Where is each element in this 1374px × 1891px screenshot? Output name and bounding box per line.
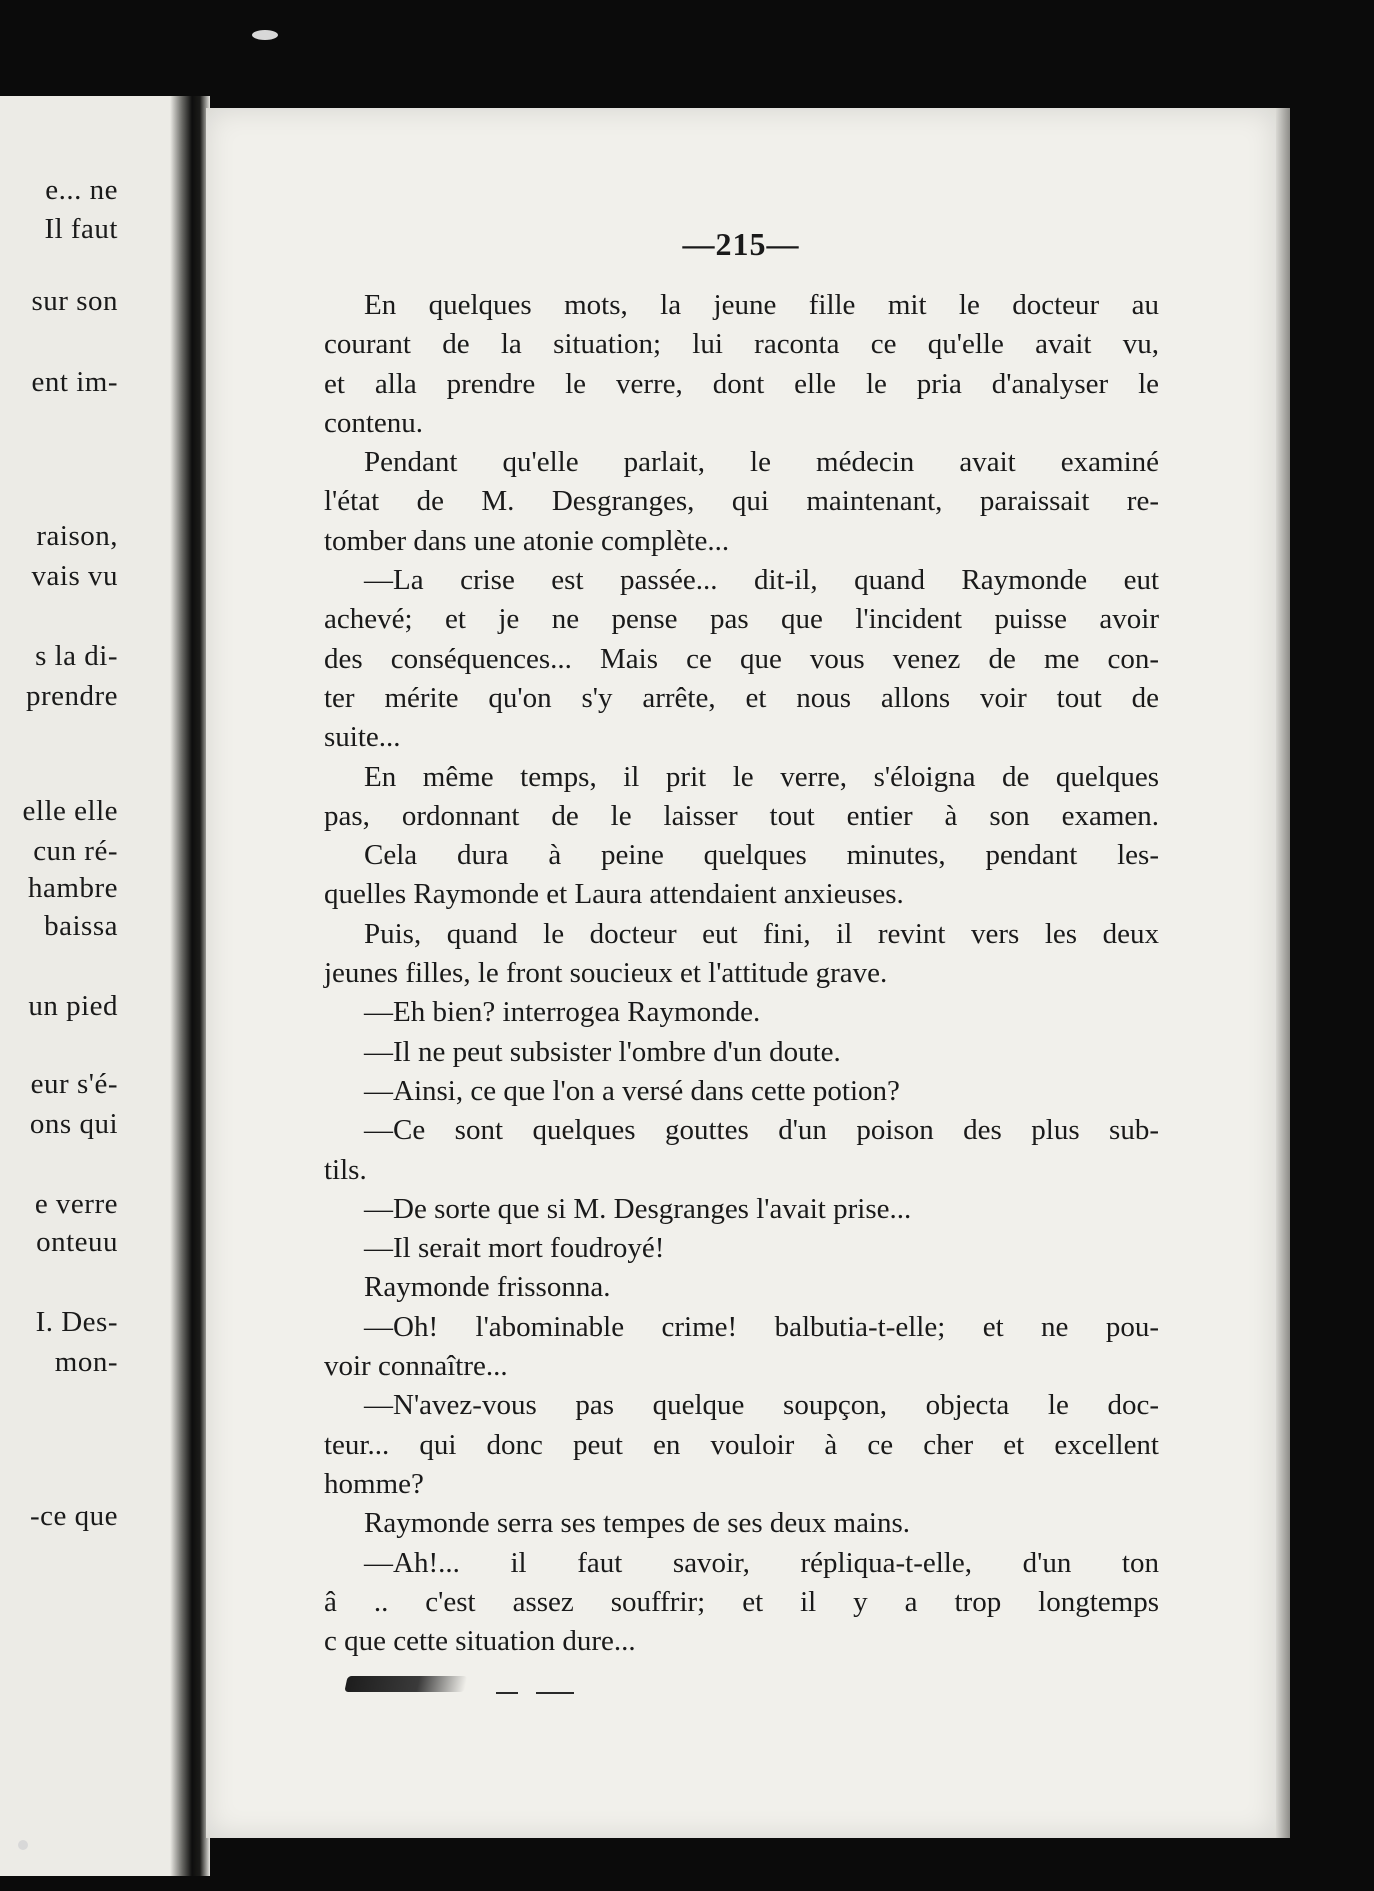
footer-dash <box>496 1692 518 1694</box>
text-line: —Il serait mort foudroyé! <box>364 1232 665 1265</box>
scan-speck <box>18 1840 28 1850</box>
book-page <box>206 108 1276 1838</box>
left-page-line: ent im- <box>31 366 118 398</box>
text-line: courant de la situation; lui raconta ce qu'elle avait vu, <box>324 328 1159 361</box>
text-line: En quelques mots, la jeune fille mit le docteur au <box>364 289 1159 321</box>
left-page-line: e... ne <box>45 174 118 206</box>
text-line: â .. c'est assez souffrir; et il y a trop longtemps <box>324 1585 1159 1618</box>
text-line: —N'avez-vous pas quelque soupçon, objecta le doc- <box>364 1389 1159 1422</box>
text-line: tils. <box>324 1153 367 1186</box>
page-gutter <box>170 96 210 1876</box>
left-page-line: eur s'é- <box>30 1068 118 1100</box>
left-page-line: onteuu <box>36 1226 118 1258</box>
text-line: l'état de M. Desgranges, qui maintenant, paraissait re- <box>324 485 1159 518</box>
text-line: —Il ne peut subsister l'ombre d'un doute. <box>364 1035 841 1068</box>
text-line: —La crise est passée... dit-il, quand Raymonde eut <box>364 564 1159 597</box>
left-page-line: raison, <box>36 520 118 552</box>
text-line: —De sorte que si M. Desgranges l'avait prise... <box>364 1192 912 1225</box>
text-line: homme? <box>324 1467 424 1500</box>
text-line: des conséquences... Mais ce que vous venez de me con- <box>324 642 1159 675</box>
left-page-line: elle elle <box>22 795 118 827</box>
text-line: suite... <box>324 721 401 754</box>
left-page-line: -ce que <box>29 1500 118 1532</box>
left-page-line: s la di- <box>35 640 118 672</box>
text-line: achevé; et je ne pense pas que l'incident puisse avoir <box>324 603 1159 636</box>
left-page-line: hambre <box>28 872 118 904</box>
text-line: Raymonde serra ses tempes de ses deux mains. <box>364 1507 911 1540</box>
text-line: pas, ordonnant de le laisser tout entier à son examen. <box>324 799 1159 832</box>
text-line: et alla prendre le verre, dont elle le pria d'analyser le <box>324 367 1159 400</box>
left-page-line: ons qui <box>29 1108 118 1140</box>
text-line: —Ce sont quelques gouttes d'un poison des plus sub- <box>364 1114 1159 1147</box>
text-line: ter mérite qu'on s'y arrête, et nous allons voir tout de <box>324 681 1159 714</box>
text-line: Raymonde frissonna. <box>364 1271 611 1304</box>
text-line: —Eh bien? interrogea Raymonde. <box>364 996 761 1029</box>
page-edge-shadow <box>1276 108 1290 1838</box>
left-page-line: prendre <box>25 680 118 712</box>
left-page-line: cun ré- <box>33 835 118 867</box>
text-line: jeunes filles, le front soucieux et l'attitude grave. <box>324 957 888 990</box>
left-page-line: I. Des- <box>35 1306 118 1338</box>
text-line: En même temps, il prit le verre, s'éloigna de quelques <box>364 760 1159 793</box>
text-line: Puis, quand le docteur eut fini, il revint vers les deux <box>364 917 1159 950</box>
text-line: teur... qui donc peut en vouloir à ce cher et excellent <box>324 1428 1159 1461</box>
left-page-line: e verre <box>34 1188 118 1220</box>
text-line: Pendant qu'elle parlait, le médecin avait examiné <box>364 446 1159 479</box>
text-line: Cela dura à peine quelques minutes, pendant les- <box>364 839 1159 872</box>
left-page-line: un pied <box>28 990 118 1022</box>
text-line: —Oh! l'abominable crime! balbutia-t-elle; et ne pou- <box>364 1310 1159 1343</box>
page-number: —215— <box>682 226 800 262</box>
text-line: tomber dans une atonie complète... <box>324 524 730 557</box>
text-line: c que cette situation dure... <box>324 1625 636 1658</box>
text-line: —Ah!... il faut savoir, répliqua-t-elle, d'un ton <box>364 1546 1159 1579</box>
page-body-text <box>324 286 1159 1661</box>
scan-speck <box>252 30 278 40</box>
text-line: contenu. <box>324 406 424 439</box>
left-page-line: mon- <box>54 1346 118 1378</box>
left-page-line: baissa <box>44 910 118 942</box>
ink-smudge <box>344 1676 467 1692</box>
text-line: —Ainsi, ce que l'on a versé dans cette potion? <box>364 1074 900 1107</box>
left-page-line: Il faut <box>44 213 118 245</box>
left-page-line: sur son <box>31 285 118 317</box>
text-line: voir connaître... <box>324 1350 508 1383</box>
text-line: quelles Raymonde et Laura attendaient anxieuses. <box>324 878 904 911</box>
footer-dash <box>536 1692 574 1694</box>
left-page-line: vais vu <box>31 560 118 592</box>
